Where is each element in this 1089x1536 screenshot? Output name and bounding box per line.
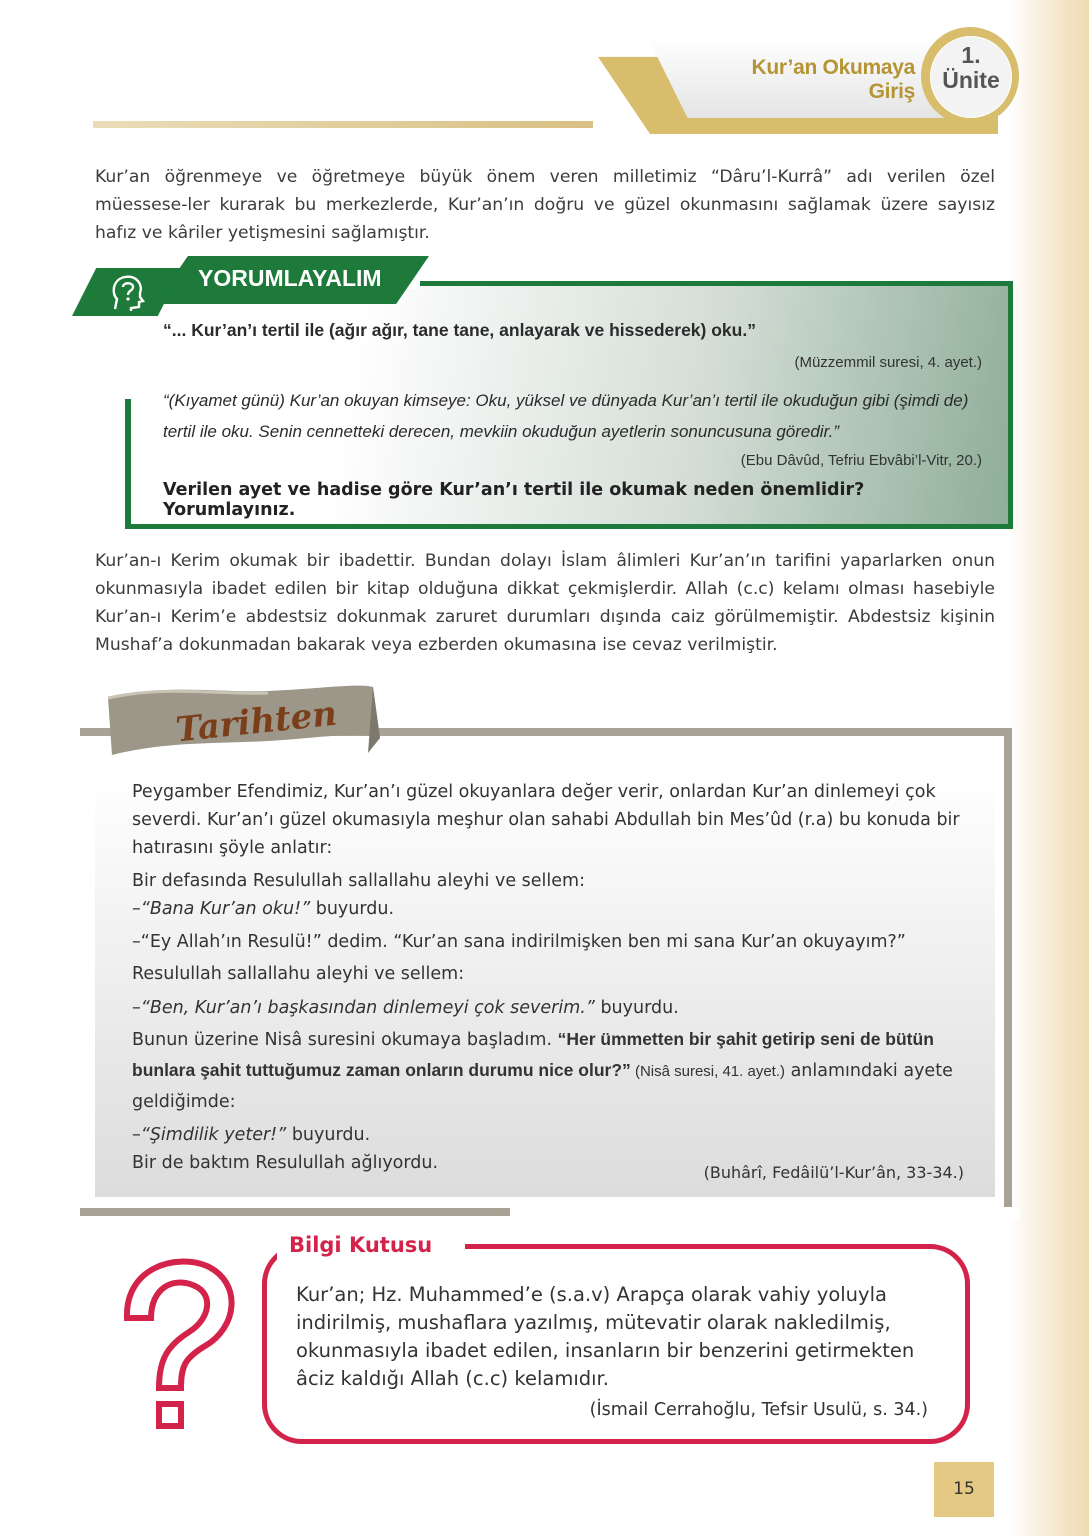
tarihten-line	[132, 1024, 972, 1117]
interpretation-question: Verilen ayet ve hadise göre Kur’an’ı tertil ile okumak neden önemlidir? Yorumlayınız.	[163, 480, 865, 520]
bilgi-kutusu-source: (İsmail Cerrahoğlu, Tefsir Usulü, s. 34.)	[589, 1400, 928, 1420]
yorumlayalim-title: YORUMLAYALIM	[198, 265, 382, 291]
line-start: Bunun üzerine Nisâ suresini okumaya başladım.	[132, 1030, 558, 1050]
intro-paragraph: Kur’an öğrenmeye ve öğretmeye büyük önem veren milletimiz “Dâru’l-Kurrâ” adı verilen özel müessese-ler kurarak bu merkezlerde, Kur’an’ın doğru ve güzel okunmasını sağlamak üzere sayısız hafız ve kâriler yetişmesini sağlamıştır.	[95, 167, 995, 243]
page-edge-decoration	[1009, 0, 1089, 1536]
bilgi-kutusu-title: Bilgi Kutusu	[289, 1233, 433, 1257]
verse-reference: (Müzzemmil suresi, 4. ayet.)	[794, 354, 982, 371]
tarihten-intro: Peygamber Efendimiz, Kur’an’ı güzel okuyanlara değer verir, onlardan Kur’an dinlemeyi çok severdi. Kur’an’ı güzel okumasıyla meşhur olan sahabi Abdullah bin Mes’ûd (r.a) bu konuda bir hatırasını şöyle anlatır:	[132, 782, 960, 858]
quote-italic: “Ben, Kur’an’ı başkasından dinlemeyi çok severim.”	[140, 998, 595, 1018]
unit-number: 1.	[961, 42, 981, 68]
tarihten-line	[132, 1121, 972, 1149]
dash: –	[132, 998, 141, 1018]
quote-italic: “Bana Kur’an oku!”	[140, 899, 311, 919]
chapter-title: Kur’an Okumaya Giriş	[751, 56, 915, 103]
quote-italic: “Şimdilik yeter!”	[140, 1125, 287, 1145]
tarihten-ribbon	[108, 683, 383, 761]
page-number: 15	[934, 1462, 994, 1517]
line-rest: buyurdu.	[286, 1125, 371, 1145]
hadith-reference: (Ebu Dâvûd, Tefriu Ebvâbi’l-Vitr, 20.)	[740, 452, 982, 469]
tarihten-line	[132, 895, 972, 923]
unit-label: Ünite	[942, 67, 1000, 93]
verse-bold: “Her ümmetten bir şahit getirip seni de bütün bunlara şahit tuttuğumuz zaman onların durumu nice olur?”	[132, 1029, 934, 1080]
tarihten-line: Bir de baktım Resulullah ağlıyordu.	[132, 1153, 439, 1173]
second-paragraph: Kur’an-ı Kerim okumak bir ibadettir. Bundan dolayı İslam âlimleri Kur’an’ın tarifini yaparlarken onun okunmasıyla ibadet edilen bir kitap olduğuna dikkat çekmişlerdir. Allah (c.c) kelamı olması hasebiyle Kur’an-ı Kerim’e abdestsiz dokunmak zaruret durumları dışında caiz görülmemiştir. Abdestsiz kişinin Mushaf’a dokunmadan bakarak veya ezberden okumasına ise cevaz verilmiştir.	[95, 551, 995, 655]
hadith-quote: “(Kıyamet günü) Kur’an okuyan kimseye: Oku, yüksel ve dünyada Kur’an’ı tertil ile okuduğun gibi (şimdi de) tertil ile oku. Senin cennetteki derecen, mevkiin okuduğun ayetlerin sonuncusuna göredir.”	[163, 391, 969, 441]
tarihten-line: Bir defasında Resulullah sallallahu aleyhi ve sellem:	[132, 871, 585, 891]
tarihten-line: –“Ey Allah’ın Resulü!” dedim. “Kur’an sana indirilmişken ben mi sana Kur’an okuyayım?”	[132, 932, 906, 952]
verse-reference: (Nisâ suresi, 41. ayet.)	[630, 1063, 785, 1080]
tarihten-title: Tarihten	[173, 693, 339, 751]
verse-quote: “... Kur’an’ı tertil ile (ağır ağır, tane tane, anlayarak ve hissederek) oku.”	[163, 320, 756, 340]
bilgi-kutusu-text: Kur’an; Hz. Muhammed’e (s.a.v) Arapça olarak vahiy yoluyla indirilmiş, mushaflara yazılmış, mütevatir olarak nakledilmiş, okunmasıyla ibadet edilen, insanların bir benzerini getirmekten âciz kaldığı Allah (c.c) kelamıdır.	[296, 1283, 915, 1390]
dash: –	[132, 899, 141, 919]
tarihten-line: Resulullah sallallahu aleyhi ve sellem:	[132, 964, 465, 984]
header-divider	[93, 121, 593, 128]
line-end: anlamındaki ayete geldiğimde:	[132, 1061, 953, 1112]
unit-badge-inner	[930, 36, 1012, 118]
question-mark-icon	[115, 1248, 245, 1448]
tarihten-frame-gap	[510, 1207, 1020, 1219]
line-rest: buyurdu.	[594, 998, 679, 1018]
line-rest: buyurdu.	[310, 899, 395, 919]
dash: –	[132, 1125, 141, 1145]
tarihten-line	[132, 994, 972, 1022]
head-question-icon	[107, 273, 147, 313]
tarihten-source: (Buhârî, Fedâilü’l-Kur’ân, 33-34.)	[703, 1163, 964, 1182]
